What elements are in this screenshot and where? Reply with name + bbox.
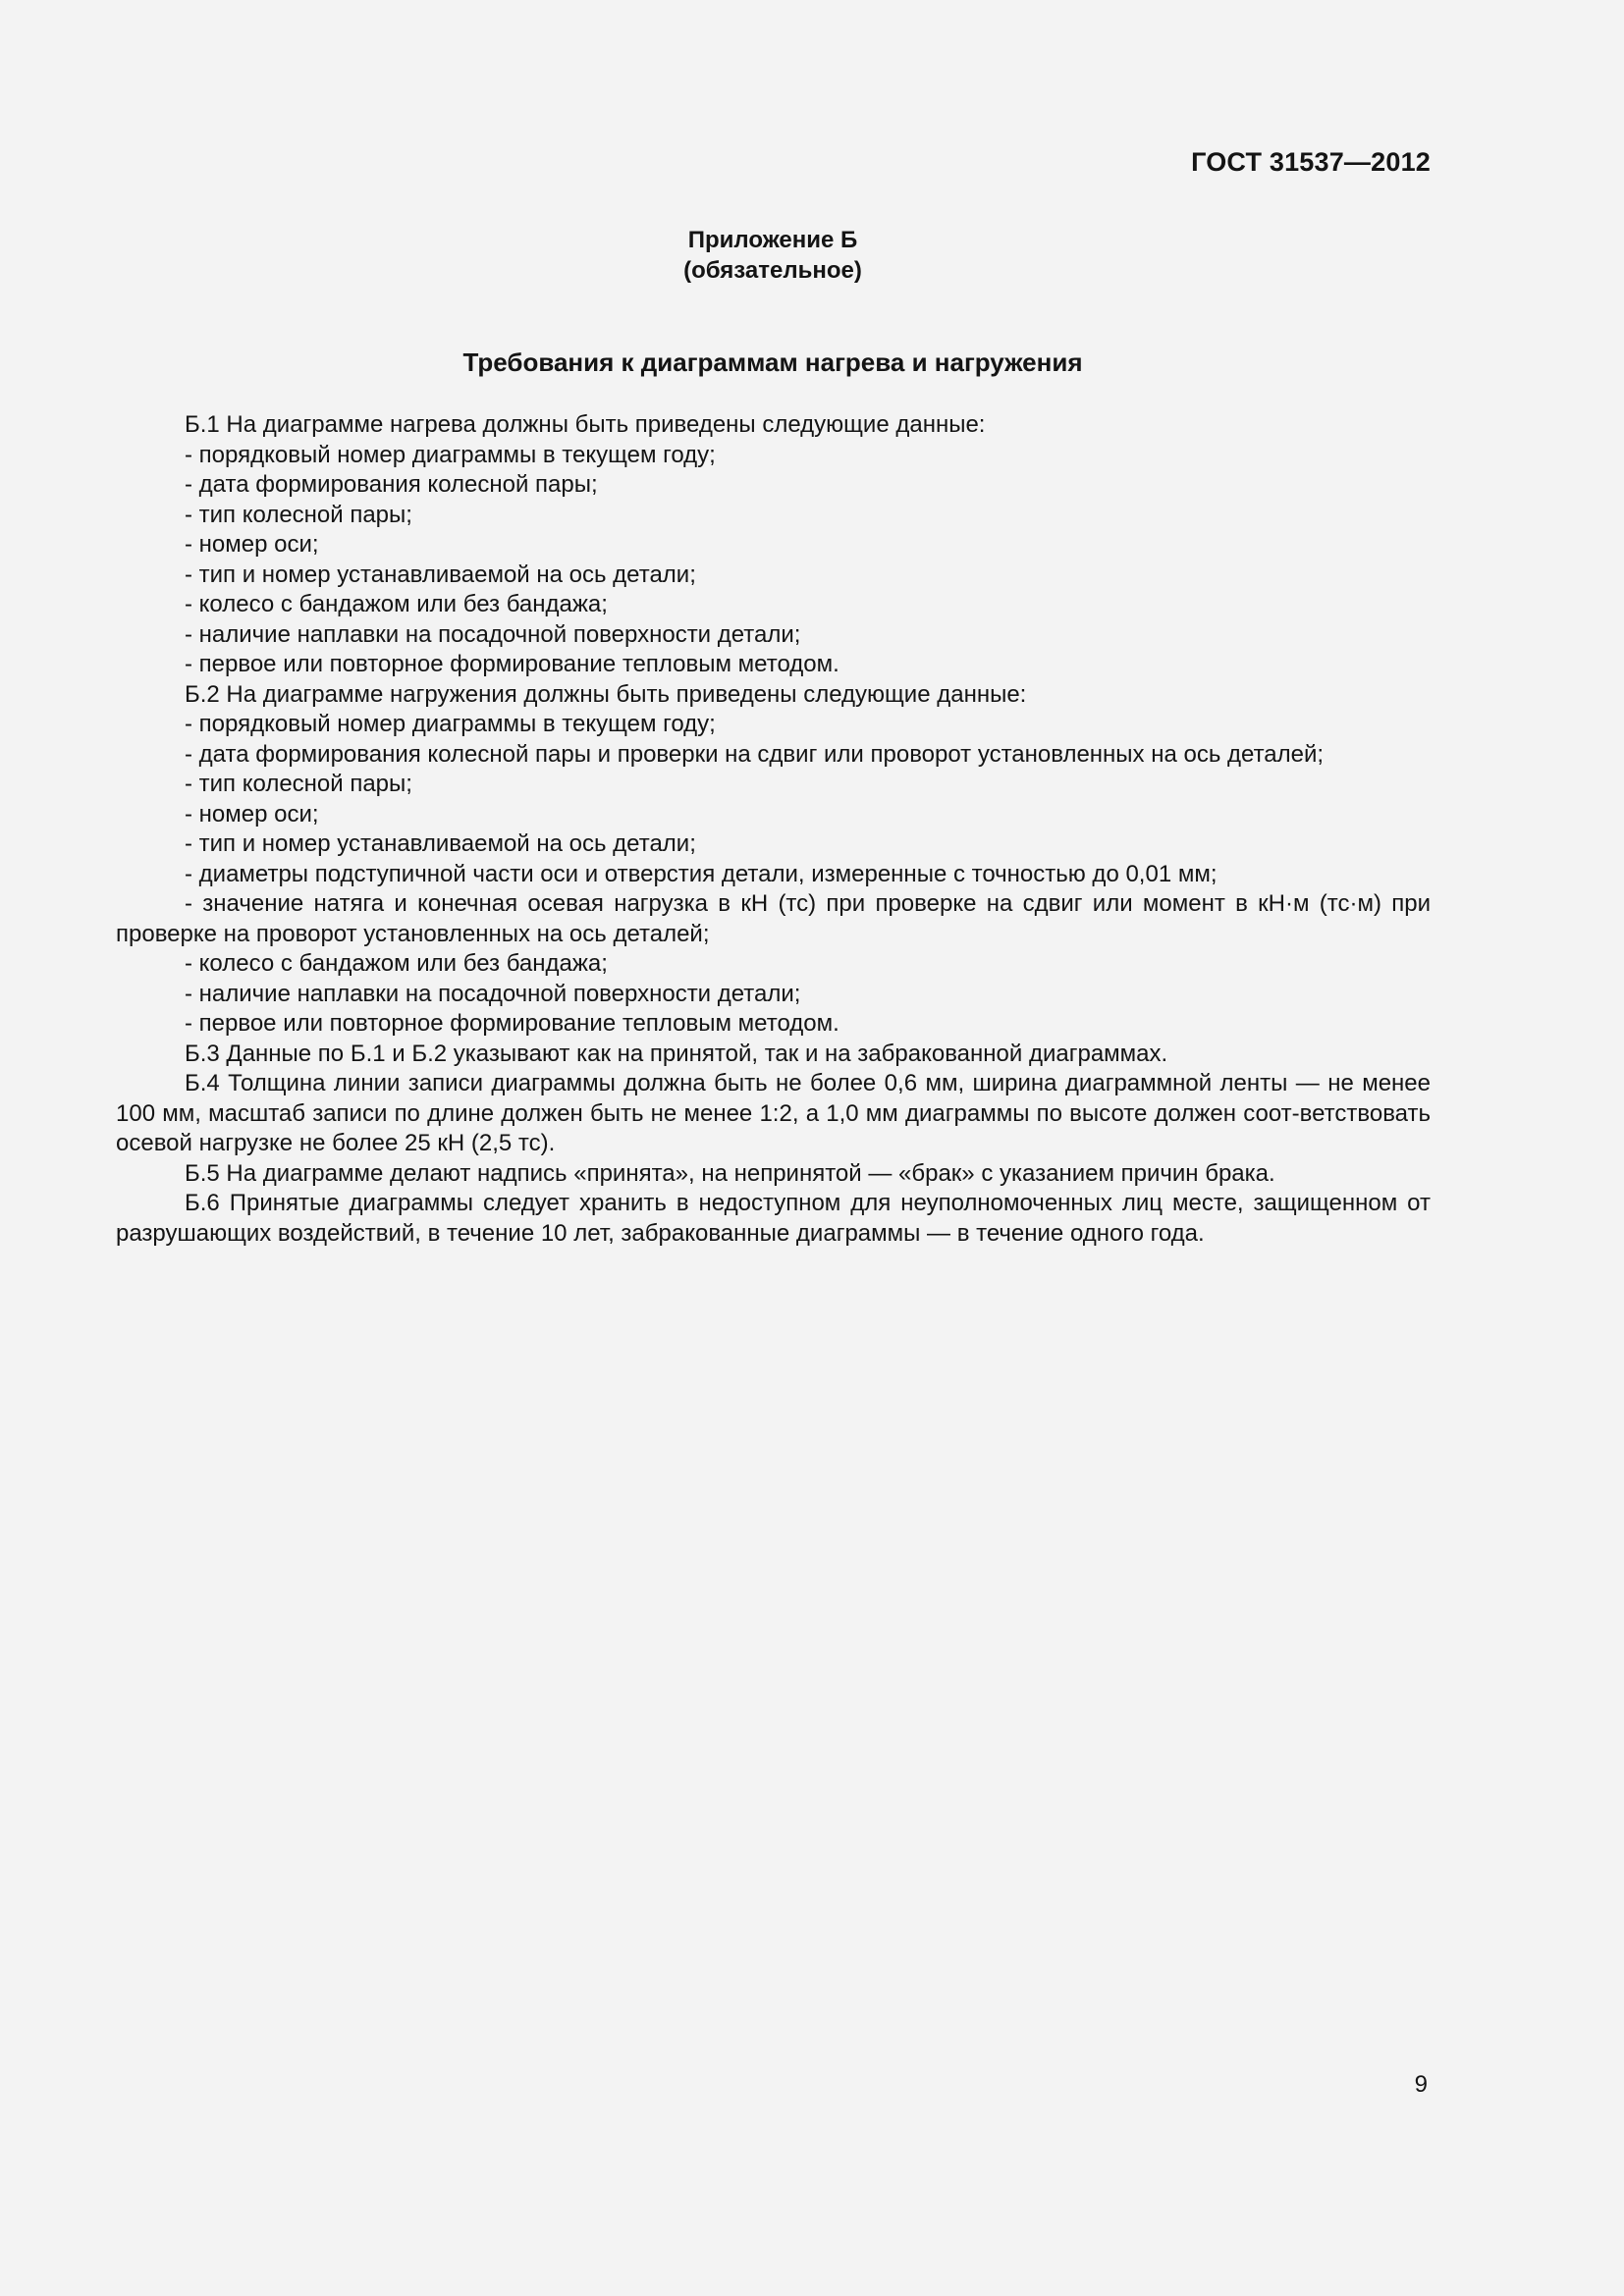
body-text [116, 410, 1431, 1249]
paragraph-b4: Б.4 Толщина линии записи диаграммы должна быть не более 0,6 мм, ширина диаграммной ленты — не менее 100 мм, масштаб записи по длине должен быть не менее 1:2, а 1,0 мм диаграммы по высоте должен соот-ветствовать осевой нагрузке не более 25 кН (2,5 тс). [116, 1070, 1431, 1156]
paragraph-b1: Б.1 На диаграмме нагрева должны быть приведены следующие данные: [185, 411, 986, 438]
list-item: - порядковый номер диаграммы в текущем году; [185, 711, 716, 737]
list-item: - первое или повторное формирование тепловым методом. [185, 651, 839, 677]
appendix-heading [0, 225, 1545, 286]
section-title: Требования к диаграммам нагрева и нагружения [462, 347, 1083, 377]
list-item: - наличие наплавки на посадочной поверхности детали; [185, 620, 801, 648]
list-item: - тип и номер устанавливаемой на ось детали; [185, 830, 696, 857]
list-item: - дата формирования колесной пары и проверки на сдвиг или проворот установленных на ось деталей; [185, 740, 1325, 768]
list-item: - первое или повторное формирование тепловым методом. [185, 1010, 839, 1037]
list-item: - наличие наплавки на посадочной поверхности детали; [185, 980, 801, 1007]
list-item: - тип колесной пары; [185, 501, 412, 528]
list-item: - колесо с бандажом или без бандажа; [185, 950, 608, 977]
list-item: - дата формирования колесной пары; [185, 471, 598, 498]
list-item: - тип и номер устанавливаемой на ось детали; [185, 561, 696, 588]
paragraph-b5: Б.5 На диаграмме делают надпись «принята», на непринятой — «брак» с указанием причин брака. [185, 1159, 1275, 1187]
list-item: - значение натяга и конечная осевая нагрузка в кН (тс) при проверке на сдвиг или момент в кН·м (тс·м) при проверке на проворот установленных на ось деталей; [116, 890, 1431, 947]
paragraph-b6: Б.6 Принятые диаграммы следует хранить в недоступном для неуполномоченных лиц месте, защищенном от разрушающих воздействий, в течение 10 лет, забракованные диаграммы — в течение одного года. [116, 1190, 1431, 1247]
paragraph-b3: Б.3 Данные по Б.1 и Б.2 указывают как на принятой, так и на забракованной диаграммах. [185, 1040, 1168, 1067]
appendix-title: Приложение Б [687, 227, 858, 253]
list-item: - порядковый номер диаграммы в текущем году; [185, 441, 716, 468]
paragraph-b2: Б.2 На диаграмме нагружения должны быть приведены следующие данные: [185, 680, 1027, 708]
list-item: - номер оси; [185, 531, 319, 558]
list-item: - номер оси; [185, 800, 319, 828]
list-item: - диаметры подступичной части оси и отверстия детали, измеренные с точностью до 0,01 мм; [185, 860, 1218, 887]
list-item: - тип колесной пары; [185, 771, 412, 797]
list-item: - колесо с бандажом или без бандажа; [185, 591, 608, 617]
appendix-status: (обязательное) [683, 257, 862, 284]
page-number: 9 [1414, 2071, 1428, 2098]
document-code: ГОСТ 31537—2012 [1191, 147, 1431, 177]
